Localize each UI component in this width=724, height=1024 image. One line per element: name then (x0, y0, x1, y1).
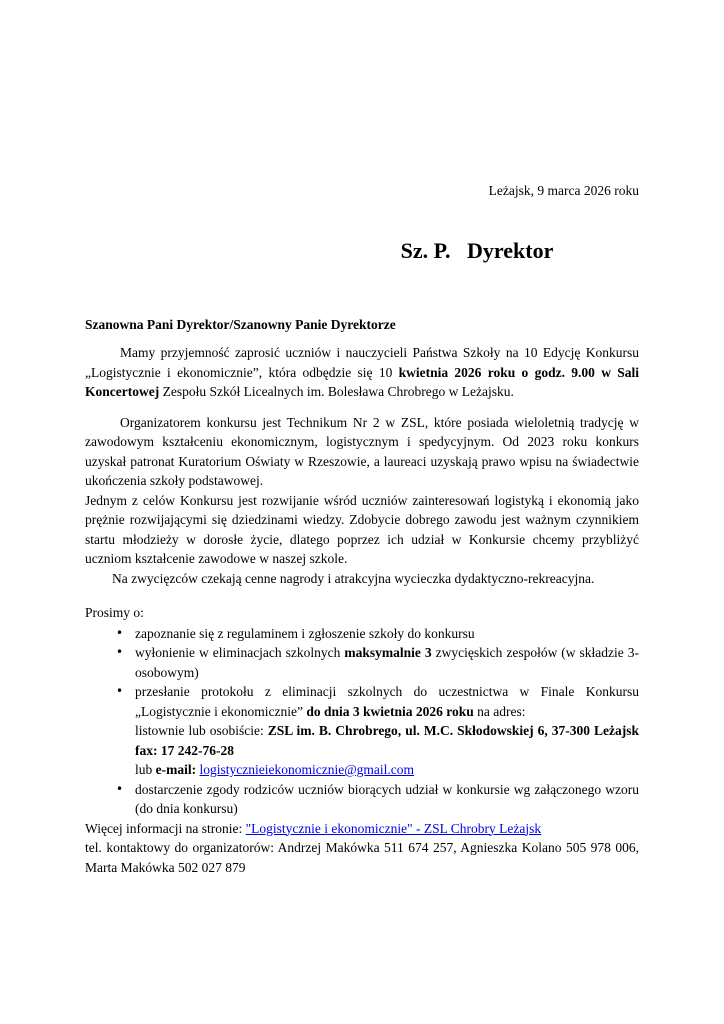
bullet-icon: • (116, 684, 124, 698)
text-run: maksymalnie 3 (344, 645, 432, 660)
website-link[interactable]: "Logistycznie i ekonomicznie" - ZSL Chrobry Leżajsk (245, 820, 542, 836)
bullet-icon: • (116, 645, 124, 659)
text-run: e-mail: (155, 762, 200, 777)
text-run: zapoznanie się z regulaminem i zgłoszenie szkoły do konkursu (135, 625, 475, 641)
text-run: Mamy przyjemność zaprosić uczniów i nauczycieli Państwa Szkoły na 10 Edycję Konkursu „Logistycznie i ekonomicznie”, która odbędzie się 10 (85, 345, 639, 380)
text-run: wyłonienie w eliminacjach szkolnych (135, 645, 345, 660)
salutation: Szanowna Pani Dyrektor/Szanowny Panie Dyrektorze (85, 316, 396, 332)
list-item-text (135, 684, 639, 777)
text-run: listownie lub osobiście: (135, 723, 268, 738)
text-run: Więcej informacji na stronie: (85, 820, 246, 836)
list-item-text (135, 626, 475, 641)
list-item-text (135, 782, 639, 817)
text-run: na adres: (473, 703, 526, 719)
paragraph-prizes: Na zwycięzców czekają cenne nagrody i atrakcyjna wycieczka dydaktyczno-rekreacyjna. (112, 570, 595, 586)
list-item-protocol (85, 682, 639, 780)
text-run: do dnia 3 kwietnia 2026 roku (306, 703, 474, 719)
text-run: przesłanie protokołu z eliminacji szkolnych do uczestnictwa w Finale Konkursu „Logistycznie i ekonomicznie” (135, 684, 639, 719)
request-intro: Prosimy o: (85, 605, 144, 620)
text-run: Zespołu Szkół Licealnych im. Bolesława Chrobrego w Leżajsku. (159, 384, 514, 399)
paragraph-invitation (85, 343, 639, 402)
text-run: lub (135, 762, 156, 777)
text-run: zwycięskich zespołów (w składzie 3-osobowym) (135, 645, 640, 680)
list-item-consent (85, 780, 639, 819)
more-info-line (85, 819, 639, 839)
bullet-icon: • (116, 625, 124, 640)
list-item-teams (85, 643, 639, 682)
email-link[interactable]: logistycznieiekonomicznie@gmail.com (199, 762, 414, 777)
request-list (85, 624, 639, 819)
bullet-icon: • (116, 781, 124, 796)
text-run: dostarczenie zgody rodziców uczniów biorących udział w konkursie wg załączonego wzoru (do dnia konkursu) (135, 781, 639, 816)
text-run: kwietnia 2026 roku o godz. 9.00 w Sali Koncertowej (85, 364, 639, 399)
paragraph-goals: Jednym z celów Konkursu jest rozwijanie wśród uczniów zainteresowań logistyką i ekonomią jako prężnie rozwijającymi się dziedzinami wiedzy. Zdobycie dobrego zawodu jest ważnym czynnikiem startu młodzieży w dorosłe życie, dlatego poprzez ich udział w Konkursie chcemy przybliżyć uczniom kształcenie zawodowe w naszej szkole. (85, 492, 639, 566)
list-item-registration (85, 624, 639, 644)
letter-content (85, 0, 639, 877)
date-line: Leżajsk, 9 marca 2026 roku (488, 183, 639, 198)
addressee-heading: Sz. P. Dyrektor (400, 237, 554, 263)
paragraph-organizer: Organizatorem konkursu jest Technikum Nr 2 w ZSL, które posiada wieloletnią tradycję w zawodowym kształceniu ekonomicznym, logistycznym i spedycyjnym. Od 2023 roku konkurs uzyskał patronat Kuratorium Oświaty w Rzeszowie, a laureaci uzyskają prawo wpisu na świadectwie ukończenia szkoły podstawowej. (85, 414, 639, 488)
text-run: ZSL im. B. Chrobrego, ul. M.C. Skłodowskiej 6, 37-300 Leżajsk fax: 17 242-76-28 (135, 723, 639, 758)
list-item-text (135, 645, 639, 680)
contact-line: tel. kontaktowy do organizatorów: Andrzej Makówka 511 674 257, Agnieszka Kolano 505 978 006, Marta Makówka 502 027 879 (85, 840, 639, 875)
